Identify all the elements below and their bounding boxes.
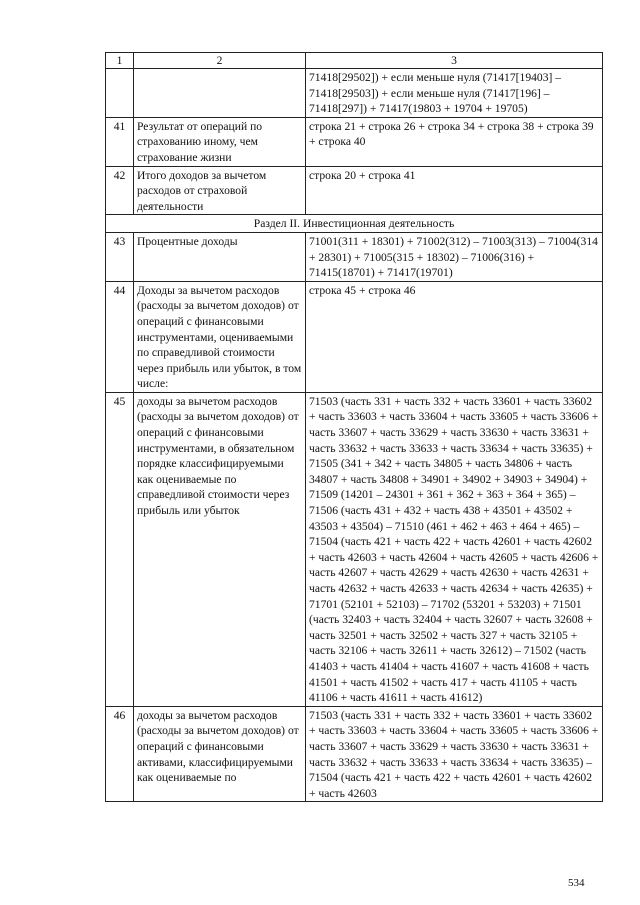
section-heading: Раздел II. Инвестиционная деятельность — [106, 215, 603, 233]
table-row — [106, 166, 603, 215]
table-row — [106, 706, 603, 802]
table-row — [106, 392, 603, 706]
table-row — [106, 117, 603, 166]
row-name — [134, 69, 306, 118]
row-formula: строка 20 + строка 41 — [306, 166, 603, 215]
row-name: доходы за вычетом расходов (расходы за вычетом доходов) от операций с финансовыми активами, классифицируемыми как оцениваемые по — [134, 706, 306, 802]
row-number: 43 — [106, 232, 134, 281]
table-row — [106, 281, 603, 392]
header-cell-1: 1 — [106, 53, 134, 69]
row-formula: 71503 (часть 331 + часть 332 + часть 33601 + часть 33602 + часть 33603 + часть 33604 + часть 33605 + часть 33606 + часть 33607 + часть 33629 + часть 33630 + часть 33631 + часть 33632 + часть 33633 + часть 33634 + часть 33635) – 71504 (часть 421 + часть 422 + часть 42601 + часть 42602 + часть 42603 — [306, 706, 603, 802]
row-number: 42 — [106, 166, 134, 215]
page-number: 534 — [568, 877, 585, 889]
header-cell-2: 2 — [134, 53, 306, 69]
row-name: доходы за вычетом расходов (расходы за вычетом доходов) от операций с финансовыми инструментами, в обязательном порядке классифицируемыми как оцениваемые по справедливой стоимости через прибыль или убыток — [134, 392, 306, 706]
row-number: 45 — [106, 392, 134, 706]
row-formula: 71418[29502]) + если меньше нуля (71417[19403] – 71418[29503]) + если меньше нуля (71417[196] – 71418[297]) + 71417(19803 + 19704 + 19705) — [306, 69, 603, 118]
table-row — [106, 69, 603, 118]
header-row — [106, 53, 603, 69]
row-name: Результат от операций по страхованию иному, чем страхование жизни — [134, 117, 306, 166]
row-number: 41 — [106, 117, 134, 166]
row-formula: строка 21 + строка 26 + строка 34 + строка 38 + строка 39 + строка 40 — [306, 117, 603, 166]
header-cell-3: 3 — [306, 53, 603, 69]
table-row — [106, 232, 603, 281]
row-formula: 71001(311 + 18301) + 71002(312) – 71003(313) – 71004(314 + 28301) + 71005(315 + 18302) – 71006(316) + 71415(18701) + 71417(19701) — [306, 232, 603, 281]
section-row — [106, 215, 603, 233]
row-name: Доходы за вычетом расходов (расходы за вычетом доходов) от операций с финансовыми инструментами, оцениваемыми по справедливой стоимости через прибыль или убыток, в том числе: — [134, 281, 306, 392]
row-formula: строка 45 + строка 46 — [306, 281, 603, 392]
row-number: 44 — [106, 281, 134, 392]
row-number: 46 — [106, 706, 134, 802]
row-name: Процентные доходы — [134, 232, 306, 281]
document-table — [105, 52, 603, 802]
row-number — [106, 69, 134, 118]
row-name: Итого доходов за вычетом расходов от страховой деятельности — [134, 166, 306, 215]
row-formula: 71503 (часть 331 + часть 332 + часть 33601 + часть 33602 + часть 33603 + часть 33604 + часть 33605 + часть 33606 + часть 33607 + часть 33629 + часть 33630 + часть 33631 + часть 33632 + часть 33633 + часть 33634 + часть 33635) + 71505 (341 + 342 + часть 34805 + часть 34806 + часть 34807 + часть 34808 + 34901 + 34902 + 34903 + 34904) + 71509 (14201 – 24301 + 361 + 362 + 363 + 364 + 365) – 71506 (часть 431 + 432 + часть 438 + 43501 + 43502 + 43503 + 43504) – 71510 (461 + 462 + 463 + 464 + 465) – 71504 (часть 421 + часть 422 + часть 42601 + часть 42602 + часть 42603 + часть 42604 + часть 42605 + часть 42606 + часть 42607 + часть 42629 + часть 42630 + часть 42631 + часть 42632 + часть 42633 + часть 42634 + часть 42635) + 71701 (52101 + 52103) – 71702 (53201 + 53203) + 71501 (часть 32403 + часть 32404 + часть 32607 + часть 32608 + часть 32501 + часть 32502 + часть 327 + часть 32105 + часть 32106 + часть 32611 + часть 32612) – 71502 (часть 41403 + часть 41404 + часть 41607 + часть 41608 + часть 41501 + часть 41502 + часть 417 + часть 41105 + часть 41106 + часть 41611 + часть 41612) — [306, 392, 603, 706]
